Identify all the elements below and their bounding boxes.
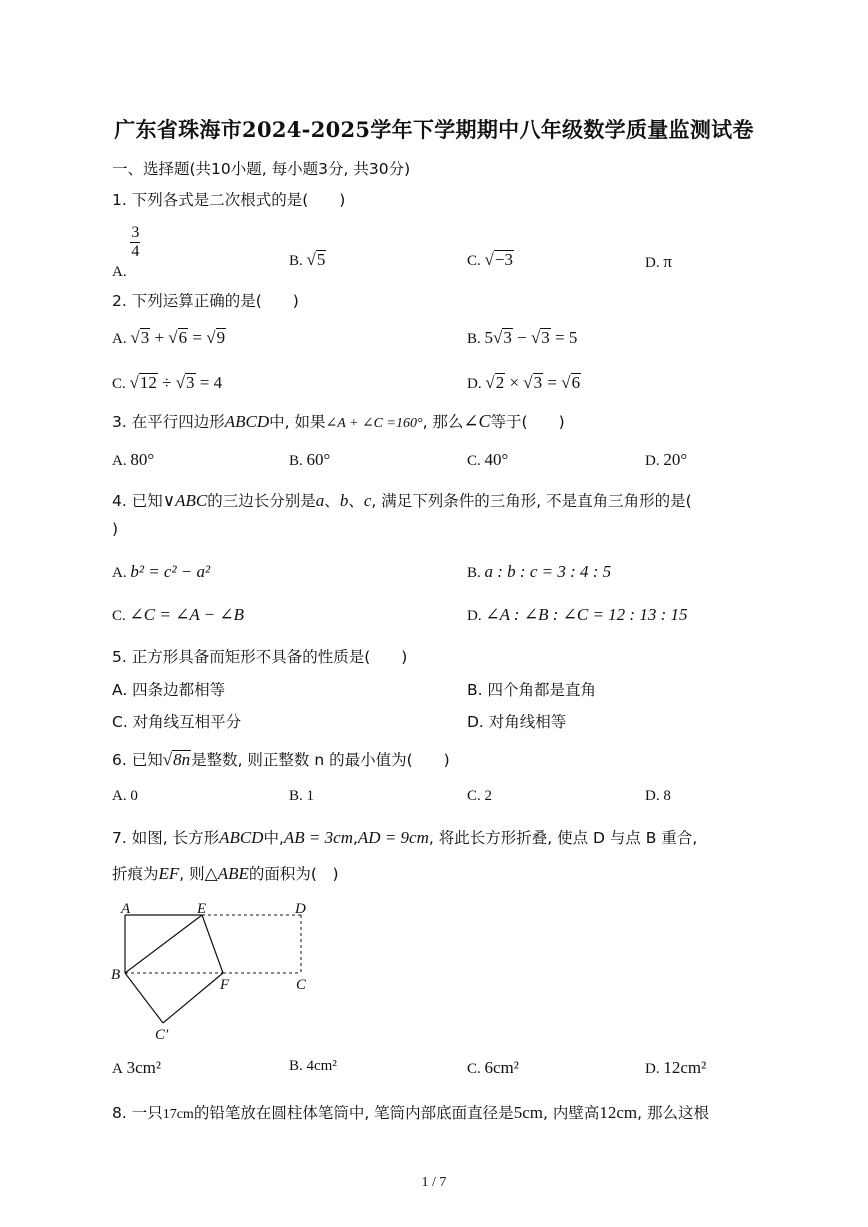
math-inline: b (339, 491, 349, 510)
option-value: b² = c² − a² (130, 562, 211, 581)
point-label-f: F (220, 977, 230, 993)
math-inline: ABCD (224, 412, 270, 431)
radicand: −3 (494, 250, 513, 269)
question-3-stem (112, 410, 565, 432)
option-label: D. (645, 1061, 660, 1077)
question-4-stem (112, 489, 692, 511)
stem-text: 是整数, 则正整数 n 的最小值为( ) (191, 751, 450, 769)
option-value: a : b : c = 3 : 4 : 5 (484, 562, 612, 581)
math-inline: EF (158, 864, 180, 883)
q7-option-c (467, 1058, 519, 1078)
q2-option-d: D. √2 × √3 = √6 (467, 373, 581, 392)
pi-value: π (663, 252, 672, 271)
stem-text: 中, (263, 829, 284, 847)
question-4-stem-continued: ) (112, 520, 119, 538)
option-label: B. (289, 453, 303, 469)
stem-text: 等于( ) (490, 413, 565, 431)
radicand: 3 (541, 328, 550, 347)
stem-text: 4. 已知 (112, 492, 163, 510)
stem-text: 的三边长分别是 (207, 492, 316, 510)
option-label: A. (112, 331, 127, 347)
radicand: 3 (186, 373, 195, 392)
option-label: D. (467, 608, 482, 624)
option-label: A. (112, 263, 127, 280)
point-label-d: D (295, 901, 306, 917)
point-label-b: B (111, 967, 121, 983)
q7-option-b (289, 1058, 337, 1075)
radicand: 12 (139, 373, 157, 392)
q6-option-a: A. 0 (112, 788, 138, 804)
option-label: D. (645, 453, 660, 469)
q7-option-d (645, 1058, 706, 1078)
stem-text: 的面积为( ) (248, 865, 339, 883)
stem-text: , 满足下列条件的三角形, 不是直角三角形的是( (371, 492, 692, 510)
result: = 5 (555, 328, 578, 347)
math-inline: ∠A + ∠C =160° (325, 416, 423, 431)
stem-text: 3. 在平行四边形 (112, 413, 225, 431)
option-label: C. (112, 608, 126, 624)
radicand: 6 (571, 373, 581, 392)
q2-option-a: A. √3 + √6 = √9 (112, 328, 226, 347)
section-heading: 一、选择题(共10小题, 每小题3分, 共30分) (112, 160, 411, 178)
question-2-stem: 2. 下列运算正确的是( ) (112, 292, 299, 310)
stem-text: , 则 (179, 865, 205, 883)
option-label: C. (112, 376, 126, 392)
question-6-stem: 6. 已知√8n是整数, 则正整数 n 的最小值为( ) (112, 750, 450, 769)
option-value: 40° (484, 450, 509, 469)
stem-text: 折痕为 (112, 865, 159, 883)
point-label-e: E (197, 901, 207, 917)
stem-text: , 将此长方形折叠, 使点 D 与点 B 重合, (428, 829, 698, 847)
option-label: C. (467, 253, 481, 269)
operator: + (154, 328, 165, 347)
math-inline: 5cm (513, 1103, 543, 1122)
q3-option-a (112, 450, 154, 470)
option-label: B. (467, 331, 481, 347)
option-value: 80° (130, 450, 155, 469)
question-7-stem (112, 826, 697, 848)
q3-option-b (289, 450, 330, 470)
q1-option-c: C. √−3 (467, 250, 513, 269)
q4-option-c (112, 605, 244, 625)
radicand: 5 (316, 250, 326, 269)
radicand: 6 (178, 328, 188, 347)
operator: = (547, 373, 557, 392)
result: = 4 (199, 373, 223, 392)
math-inline: AD = 9cm (357, 828, 429, 847)
option-label: C. (467, 1061, 481, 1077)
math-inline: c (363, 491, 372, 510)
question-5-stem: 5. 正方形具备而矩形不具备的性质是( ) (112, 648, 408, 666)
q3-option-d (645, 450, 687, 470)
fraction-numerator: 3 (131, 224, 140, 241)
operator: − (517, 328, 527, 347)
q1-option-a (112, 224, 140, 280)
page-number: 1 / 7 (421, 1175, 447, 1190)
stem-text: 7. 如图, 长方形 (112, 829, 220, 847)
option-value: ∠C = ∠A − ∠B (129, 605, 244, 624)
q5-option-b: B. 四个角都是直角 (467, 681, 596, 699)
point-label-c: C (296, 977, 307, 993)
option-label: D. (467, 376, 482, 392)
option-value: 4cm² (306, 1058, 337, 1074)
option-value: 12cm² (663, 1058, 707, 1077)
option-value: 6cm² (484, 1058, 519, 1077)
q5-option-a: A. 四条边都相等 (112, 681, 226, 699)
operator: × (509, 373, 520, 392)
question-1-stem: 1. 下列各式是二次根式的是( ) (112, 191, 346, 209)
option-label: B. (467, 565, 481, 581)
stem-text: , 内壁高 (542, 1104, 600, 1122)
option-value: 20° (663, 450, 688, 469)
q4-option-d (467, 605, 688, 625)
stem-text: , (352, 829, 358, 847)
radicand: 2 (495, 373, 505, 392)
math-inline: AB = 3cm (283, 828, 353, 847)
q3-option-c (467, 450, 508, 470)
option-label: D. (645, 255, 660, 271)
math-inline: ABCD (219, 828, 264, 847)
radicand: 3 (503, 328, 512, 347)
q5-option-c: C. 对角线互相平分 (112, 713, 242, 731)
stem-text: 中, 如果 (269, 413, 326, 431)
math-inline: ∨ABC (162, 491, 208, 510)
stem-text: , 那么 (422, 413, 464, 431)
stem-text: 6. 已知 (112, 751, 163, 769)
option-label: C. (467, 453, 481, 469)
option-label: B. (289, 253, 303, 269)
stem-text: 、 (324, 492, 340, 510)
radicand: 8n (173, 750, 191, 769)
operator: = (192, 328, 202, 347)
q1-option-b: B. √5 (289, 250, 326, 269)
radicand: 3 (533, 373, 543, 392)
q6-option-b: B. 1 (289, 788, 315, 804)
stem-text: 8. 一只 (112, 1104, 163, 1122)
q4-option-b (467, 562, 611, 582)
q6-option-d: D. 8 (645, 788, 671, 804)
math-inline: 12cm (599, 1103, 638, 1122)
point-label-c-prime: C′ (155, 1027, 169, 1043)
math-inline: 17cm (162, 1107, 194, 1122)
q1-option-d (645, 252, 672, 272)
math-inline: △ABE (204, 864, 249, 883)
stem-text: 、 (348, 492, 364, 510)
math-inline: ∠C (463, 411, 491, 431)
coefficient: 5 (484, 328, 494, 347)
option-label: A. (112, 453, 127, 469)
q6-option-c: C. 2 (467, 788, 493, 804)
option-value: 60° (306, 450, 331, 469)
option-label: B. (289, 1058, 303, 1074)
q2-option-b: B. 5√3 − √3 = 5 (467, 328, 578, 347)
page-title: 广东省珠海市2024-2025学年下学期期中八年级数学质量监测试卷 (114, 117, 754, 142)
q4-option-a (112, 562, 210, 582)
radicand: 3 (140, 328, 150, 347)
stem-text: , 那么这根 (637, 1104, 709, 1122)
option-label: A (112, 1061, 123, 1077)
q7-option-a (112, 1058, 161, 1078)
math-inline: a (315, 491, 325, 510)
question-7-stem-line2 (112, 862, 339, 884)
option-value: 3cm² (126, 1058, 161, 1077)
q5-option-d: D. 对角线相等 (467, 713, 567, 731)
point-label-a: A (121, 901, 131, 917)
operator: ÷ (162, 373, 172, 392)
fraction-denominator: 4 (131, 242, 140, 260)
stem-text: 的铅笔放在圆柱体笔筒中, 笔筒内部底面直径是 (193, 1104, 514, 1122)
option-value: ∠A : ∠B : ∠C = 12 : 13 : 15 (485, 605, 688, 624)
radicand: 9 (216, 328, 226, 347)
question-8-stem (112, 1101, 709, 1123)
folded-rectangle-figure (105, 895, 325, 1045)
option-label: A. (112, 565, 127, 581)
q2-option-c: C. √12 ÷ √3 = 4 (112, 373, 223, 392)
